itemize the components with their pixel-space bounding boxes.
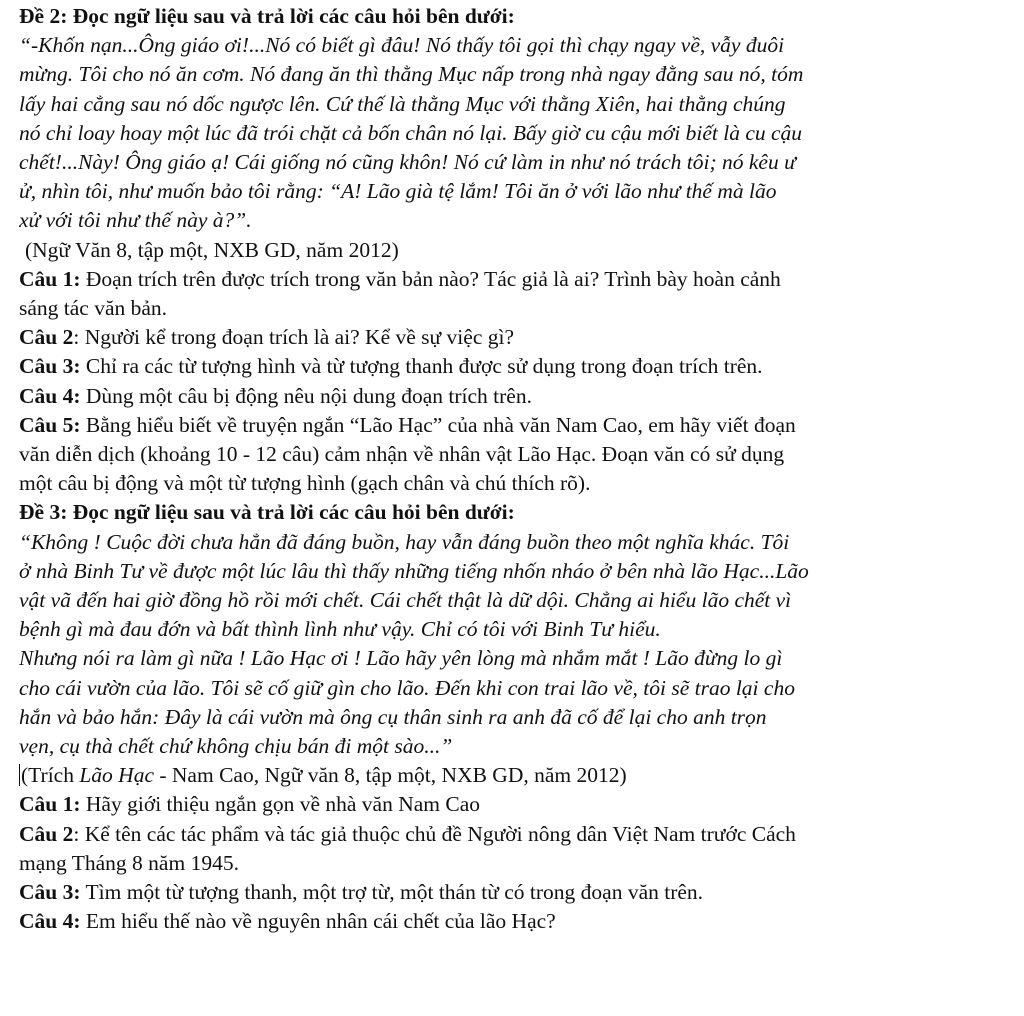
question-label: Câu 3: [19,880,81,905]
question-label: Câu 4: [19,383,81,408]
passage-line: mừng. Tôi cho nó ăn cơm. Nó đang ăn thì thằng Mục nấp trong nhà ngay đằng sau nó, tóm [19,62,804,87]
passage-line: ở nhà Binh Tư về được một lúc lâu thì thấy những tiếng nhốn nháo ở bên nhà lão Hạc...Lão [19,558,809,583]
exercise-2 [19,2,990,498]
passage-line: “-Khốn nạn...Ông giáo ơi!...Nó có biết gì đâu! Nó thấy tôi gọi thì chạy ngay về, vẫy đuôi [19,33,785,58]
question-label: Câu 3: [19,354,81,379]
question-text: Chỉ ra các từ tượng hình và từ tượng thanh được sử dụng trong đoạn trích trên. [80,354,763,379]
passage-line: bệnh gì mà đau đớn và bất thình lình như vậy. Chỉ có tôi với Binh Tư hiểu. [19,617,661,642]
source-suffix: - Nam Cao, Ngữ văn 8, tập một, NXB GD, năm 2012) [154,763,627,788]
question-label: Câu 1: [19,792,81,817]
question-label: Câu 2 [19,821,74,846]
question-label: Câu 2 [19,325,74,350]
question-text: một câu bị động và một từ tượng hình (gạch chân và chú thích rõ). [19,471,591,496]
passage-line: vật vã đến hai giờ đồng hồ rồi mới chết. Cái chết thật là dữ dội. Chẳng ai hiểu lão chết vì [19,588,792,613]
exercise-2-question-2 [19,323,990,352]
passage-line: lấy hai cẳng sau nó dốc ngược lên. Cứ thế là thằng Mục với thằng Xiên, hai thằng chúng [19,91,786,116]
exercise-2-question-4 [19,382,990,411]
passage-line: ử, nhìn tôi, như muốn bảo tôi rằng: “A! Lão già tệ lắm! Tôi ăn ở với lão như thế mà lão [19,179,777,204]
exercise-2-passage [19,31,990,235]
exercise-2-question-3 [19,352,990,381]
exercise-3-question-3 [19,878,990,907]
question-text: Dùng một câu bị động nêu nội dung đoạn trích trên. [80,383,532,408]
passage-line: cho cái vườn của lão. Tôi sẽ cố giữ gìn cho lão. Đến khi con trai lão về, tôi sẽ trao lại cho [19,675,795,700]
exercise-3-source [19,761,990,790]
question-text: : Người kể trong đoạn trích là ai? Kể về sự việc gì? [73,325,515,350]
question-label: Câu 4: [19,909,81,934]
exercise-3-passage [19,528,990,762]
exercise-3-heading: Đề 3: Đọc ngữ liệu sau và trả lời các câu hỏi bên dưới: [19,500,515,525]
question-text: mạng Tháng 8 năm 1945. [19,850,239,875]
question-text: văn diễn dịch (khoảng 10 - 12 câu) cảm nhận về nhân vật Lão Hạc. Đoạn văn có sử dụng [19,442,785,467]
passage-line: nó chỉ loay hoay một lúc đã trói chặt cả bốn chân nó lại. Bấy giờ cu cậu mới biết là cu cậu [19,120,803,145]
source-title: Lão Hạc [79,763,154,788]
exercise-3-question-4 [19,907,990,936]
exercise-2-source: (Ngữ Văn 8, tập một, NXB GD, năm 2012) [25,237,399,262]
exercise-3 [19,498,990,936]
question-text: Hãy giới thiệu ngắn gọn về nhà văn Nam Cao [80,792,481,817]
exercise-2-question-5 [19,411,990,499]
exercise-2-heading: Đề 2: Đọc ngữ liệu sau và trả lời các câu hỏi bên dưới: [19,4,515,28]
exercise-3-question-2 [19,820,990,878]
passage-line: Nhưng nói ra làm gì nữa ! Lão Hạc ơi ! Lão hãy yên lòng mà nhắm mắt ! Lão đừng lo gì [19,646,783,671]
question-text: Tìm một từ tượng thanh, một trợ từ, một thán từ có trong đoạn văn trên. [80,880,704,905]
exercise-3-question-1 [19,790,990,819]
passage-line: xử với tôi như thế này à?”. [19,208,252,233]
question-text: Em hiểu thế nào về nguyên nhân cái chết của lão Hạc? [80,909,556,934]
source-prefix: (Trích [21,763,80,788]
question-text: : Kể tên các tác phẩm và tác giả thuộc chủ đề Người nông dân Việt Nam trước Cách [73,821,796,846]
question-label: Câu 5: [19,412,81,437]
exercise-2-question-1 [19,265,990,323]
text-cursor [19,764,20,786]
question-label: Câu 1: [19,266,81,291]
question-text: Bằng hiểu biết về truyện ngắn “Lão Hạc” của nhà văn Nam Cao, em hãy viết đoạn [80,412,796,437]
passage-line: chết!...Này! Ông giáo ạ! Cái giống nó cũng khôn! Nó cứ làm in như nó trách tôi; nó kêu ư [19,150,796,175]
question-text: Đoạn trích trên được trích trong văn bản nào? Tác giả là ai? Trình bày hoàn cảnh [80,266,781,291]
question-text: sáng tác văn bản. [19,296,168,321]
passage-line: vẹn, cụ thà chết chứ không chịu bán đi một sào...” [19,734,453,759]
passage-line: hắn và bảo hắn: Đây là cái vườn mà ông cụ thân sinh ra anh đã cố để lại cho anh trọn [19,704,767,729]
passage-line: “Không ! Cuộc đời chưa hẳn đã đáng buồn, hay vẫn đáng buồn theo một nghĩa khác. Tôi [19,529,790,554]
